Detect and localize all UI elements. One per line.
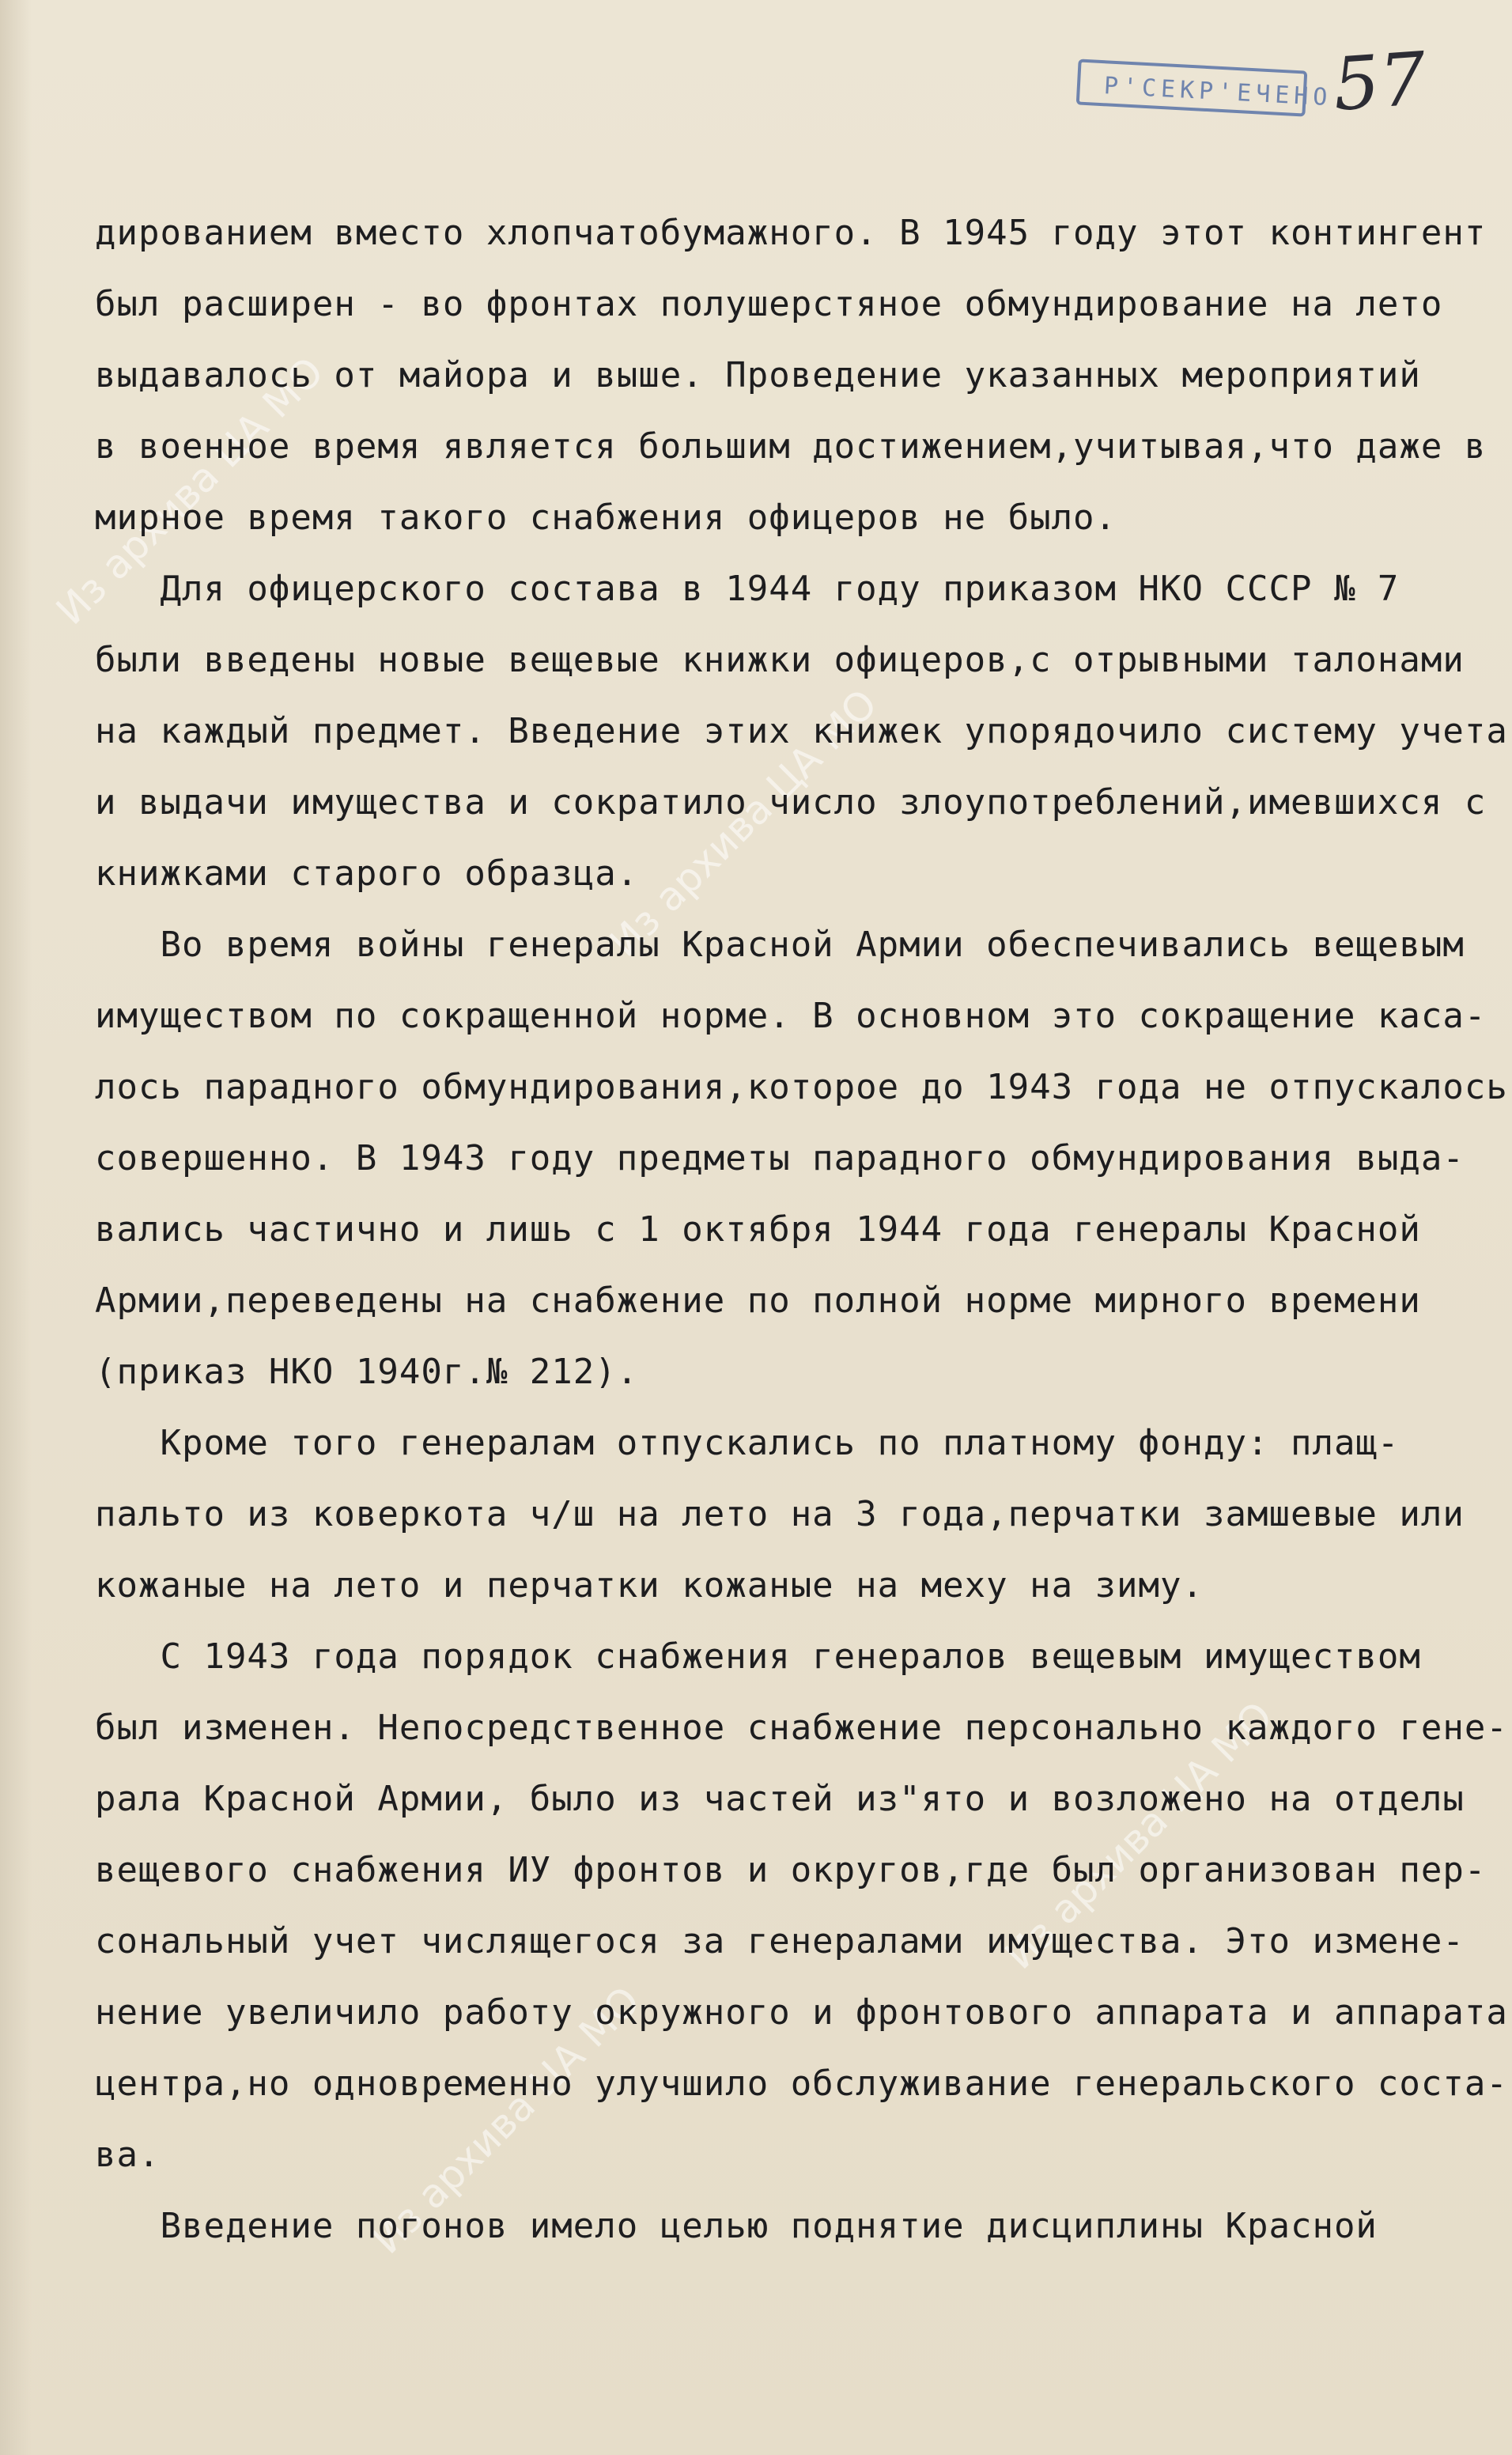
text-line: (приказ НКО 1940г.№ 212). (95, 1352, 639, 1392)
text-line: ва. (95, 2135, 161, 2175)
text-line: Кроме того генералам отпускались по платному фонду: плащ- (95, 1423, 1400, 1463)
text-line: и выдачи имущества и сократило число злоупотреблений,имевшихся с (95, 782, 1487, 823)
text-line: выдавалось от майора и выше. Проведение указанных мероприятий (95, 355, 1421, 395)
folio-number: 57 (1330, 36, 1429, 127)
text-line: Для офицерского состава в 1944 году приказом НКО СССР № 7 (95, 569, 1400, 609)
text-line: пальто из коверкота ч/ш на лето на 3 года,перчатки замшевые или (95, 1494, 1465, 1534)
text-line: кожаные на лето и перчатки кожаные на меху на зиму. (95, 1565, 1204, 1606)
text-line: Введение погонов имело целью поднятие дисциплины Красной (95, 2206, 1378, 2246)
text-line: Армии,переведены на снабжение по полной норме мирного времени (95, 1280, 1421, 1321)
text-line: мирное время такого снабжения офицеров не было. (95, 497, 1117, 538)
text-line: был изменен. Непосредственное снабжение персонально каждого гене- (95, 1708, 1508, 1748)
archive-watermark: Из архива ЦА МО (601, 680, 886, 966)
text-line: С 1943 года порядок снабжения генералов вещевым имуществом (95, 1636, 1421, 1677)
text-line: совершенно. В 1943 году предметы парадного обмундирования выда- (95, 1138, 1465, 1178)
text-line: Во время войны генералы Красной Армии обеспечивались вещевым (95, 925, 1465, 965)
typed-text-body (95, 198, 1508, 2262)
archive-watermark: Из архива ЦА МО (996, 1693, 1282, 1979)
archive-watermark: Из архива ЦА МО (364, 1977, 649, 2264)
classification-stamp: Р'СЕКР'ЕЧЕНО (1076, 59, 1308, 116)
text-line: дированием вместо хлопчатобумажного. В 1945 году этот контингент (95, 213, 1487, 253)
text-line: на каждый предмет. Введение этих книжек упорядочило систему учета (95, 711, 1508, 751)
text-line: в военное время является большим достижением,учитывая,что даже в (95, 426, 1487, 467)
text-line: рала Красной Армии, было из частей из"ято и возложено на отделы (95, 1779, 1465, 1819)
text-line: вались частично и лишь с 1 октября 1944 года генералы Красной (95, 1209, 1421, 1250)
text-line: были введены новые вещевые книжки офицеров,с отрывными талонами (95, 640, 1465, 680)
paper-fold-shadow (0, 0, 32, 2455)
archive-watermark: Из архива ЦА МО (47, 348, 333, 634)
text-line: центра,но одновременно улучшило обслуживание генеральского соста- (95, 2063, 1508, 2104)
text-line: был расширен - во фронтах полушерстяное обмундирование на лето (95, 284, 1443, 324)
text-line: лось парадного обмундирования,которое до 1943 года не отпускалось (95, 1067, 1508, 1107)
text-line: имуществом по сокращенной норме. В основном это сокращение каса- (95, 996, 1487, 1036)
text-line: нение увеличило работу окружного и фронтового аппарата и аппарата (95, 1992, 1508, 2033)
text-line: вещевого снабжения ИУ фронтов и округов,где был организован пер- (95, 1850, 1487, 1890)
text-line: сональный учет числящегося за генералами имущества. Это измене- (95, 1921, 1465, 1961)
text-line: книжками старого образца. (95, 853, 639, 894)
